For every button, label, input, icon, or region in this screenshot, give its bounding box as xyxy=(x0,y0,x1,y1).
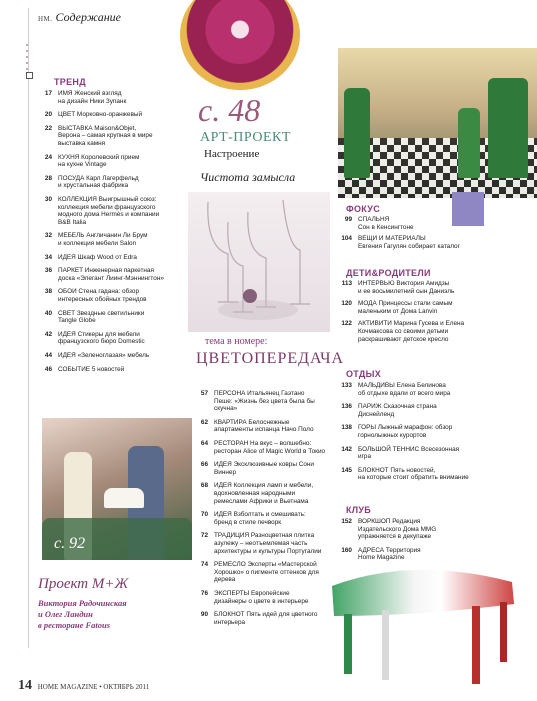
toc-page-number: 32 xyxy=(44,232,52,240)
toc-page-number: 22 xyxy=(44,124,52,132)
toc-page-number: 145 xyxy=(341,466,352,474)
toc-entry-text: ПОСУДА Карл Лагерфельд и хрустальная фабрика xyxy=(58,174,139,190)
toc-entry-text: СОБЫТИЕ 5 новостей xyxy=(58,365,125,373)
tricolor-table-photo xyxy=(322,546,522,696)
toc-page-number: 120 xyxy=(341,300,352,308)
toc-page-number: 122 xyxy=(341,320,352,328)
toc-page-number: 138 xyxy=(341,424,352,432)
toc-page-number: 34 xyxy=(44,253,52,261)
footer-text: HOME MAGAZINE • ОКТЯБРЬ 2011 xyxy=(37,683,150,691)
toc-entry-text: ЭКСПЕРТЫ Европейские дизайнеры о цвете в интерьере xyxy=(214,590,309,605)
toc-page-number: 17 xyxy=(44,90,52,97)
toc-entry-text: АДРЕСА Территория Home Magazine xyxy=(358,546,421,562)
toc-entry-text: ГОРЫ Лыжный марафон: обзор горнолыжных курортов xyxy=(358,424,453,439)
restaurant-hall-photo xyxy=(338,48,537,198)
photo-title: Проект М+Ж xyxy=(38,576,129,592)
toc-entry-text: МОДА Принцессы стали самым маленьким от Дома Lanvin xyxy=(358,300,453,315)
toc-page-number: 160 xyxy=(341,546,352,554)
glassware-photo xyxy=(188,192,330,332)
toc-entry-text: ИДЕЯ Стикеры для мебели французского бюро Domestic xyxy=(58,330,145,346)
toc-page-number: 36 xyxy=(44,267,52,275)
toc-page-number: 133 xyxy=(341,382,352,389)
toc-page-number: 76 xyxy=(200,590,208,597)
feature-sub: Настроение xyxy=(204,148,260,160)
toc-page-number: 142 xyxy=(341,445,352,453)
decorative-dots xyxy=(24,40,30,74)
toc-entry-text: РЕСТОРАН На вкус – волшебно: ресторан Alice of Magic World в Токио xyxy=(214,440,326,455)
section-heading-club: КЛУБ xyxy=(346,505,372,515)
toc-entry-text: ИДЕЯ Шкаф Wood от Edra xyxy=(58,253,137,261)
toc-page-number: 136 xyxy=(341,403,352,411)
toc-page-number: 64 xyxy=(200,440,208,447)
feature-page-ref: с. 48 xyxy=(198,92,261,128)
toc-page-number: 28 xyxy=(44,174,52,182)
page-number: 14 xyxy=(18,678,32,693)
feature-kicker: АРТ-ПРОЕКТ xyxy=(200,130,291,145)
toc-entry-text: ВЫСТАВКА Maison&Objet, Верона – самая крупная в мире выставка камня xyxy=(58,124,153,147)
toc-entry-text: ОБОИ Стена гадана: обзор интересных обойных трендов xyxy=(58,288,147,303)
purple-swatch xyxy=(452,192,484,226)
toc-page-number: 74 xyxy=(200,561,208,569)
toc-entry-text: ВОРКШОП Редакция Издательского Дома MMG упражняется в декупаже xyxy=(358,518,437,541)
toc-entry-text: ИДЕЯ Эксклюзивные ковры Сони Виннер xyxy=(214,461,314,476)
section-heading-kids: ДЕТИ&РОДИТЕЛИ xyxy=(346,268,431,278)
toc-page-number: 68 xyxy=(200,482,208,490)
toc-page-number: 44 xyxy=(44,352,52,359)
toc-entry-text: БЛОКНОТ Пять новостей, на которые стоит обратить внимание xyxy=(358,466,469,482)
toc-entry-text: БЛОКНОТ Пять идей для цветного интерьера xyxy=(214,611,318,626)
toc-entry-text: ПАРИЖ Сказочная страна Диснейленд xyxy=(358,403,437,418)
toc-page-number: 152 xyxy=(341,518,352,525)
toc-page-number: 72 xyxy=(200,532,208,540)
toc-page-number: 20 xyxy=(44,111,52,119)
toc-entry-text: АКТИВИТИ Марина Гусева и Елена Кочмаксова со своими детьми раскрашивают детское кресло xyxy=(358,320,465,343)
toc-entry-text: ИДЕЯ «Зеленоглазая» мебель xyxy=(58,352,150,359)
toc-page-number: 62 xyxy=(200,418,208,426)
toc-page-number: 24 xyxy=(44,153,52,161)
toc-entry-text: ТРАДИЦИЯ Разноцветная плитка азулежу – неотъемлемая часть архитектуры и культуры Португалии xyxy=(214,532,322,555)
toc-entry-text: ИДЕЯ Взболтать и смешивать: бренд в стиле печворк xyxy=(214,511,306,526)
toc-entry-text: КОЛЛЕКЦИЯ Выигрышный союз: коллекция мебели французского модного дома Hermès и компании B&B Italia xyxy=(58,196,160,226)
toc-entry-text: СПАЛЬНЯ Сон в Кенсингтоне xyxy=(358,216,414,231)
header-title: Содержание xyxy=(55,10,121,24)
toc-page-number: 104 xyxy=(341,235,352,243)
toc-page-number: 42 xyxy=(44,330,52,338)
theme-title: ЦВЕТОПЕРЕДАЧА xyxy=(196,350,345,367)
section-heading-rest: ОТДЫХ xyxy=(346,369,381,379)
toc-page-number: 113 xyxy=(341,280,352,287)
toc-entry-text: ПЕРСОНА Итальянец Гаэтано Пеше: «Жизнь без цвета была бы скучна» xyxy=(214,390,315,413)
toc-entry-text: КУХНЯ Королевский прием на кухне Vintage xyxy=(58,153,140,169)
feature-title: Чистота замысла xyxy=(200,170,296,184)
toc-page-number: 40 xyxy=(44,309,52,317)
toc-entry-text: РЕМЕСЛО Эксперты «Мастерской Хорошко» о пигменте оттенков для дерева xyxy=(214,561,319,584)
toc-entry-text: ВЕЩИ И МАТЕРИАЛЫ Евгения Гагулян собирает каталог xyxy=(358,235,460,250)
toc-page-number: 46 xyxy=(44,365,52,373)
toc-entry-text: ИМЯ Женский взгляд на дизайн Ники Зупанк xyxy=(58,90,127,105)
toc-entry-text: ЦВЕТ Морковно-оранжевый xyxy=(58,111,143,119)
toc-entry-text: ИНТЕРВЬЮ Виктория Амидзы и ее восьмилетний сын Даниэль xyxy=(358,280,455,295)
toc-page-number: 66 xyxy=(200,461,208,469)
toc-entry-text: ИДЕЯ Коллекция ламп и мебели, вдохновленная народными ремеслами Африки и Вьетнама xyxy=(214,482,314,505)
color-disc-image xyxy=(180,0,300,90)
toc-page-number: 57 xyxy=(200,390,208,397)
toc-entry-text: ПАРКЕТ Инженерная паркетная доска «Элегант Лиинг-Мэннингтон» xyxy=(58,267,164,282)
toc-page-number: 90 xyxy=(200,611,208,619)
theme-kicker: тема в номере: xyxy=(205,336,268,347)
margin-rule xyxy=(28,8,29,648)
section-heading-focus: ФОКУС xyxy=(346,204,380,214)
toc-page-number: 30 xyxy=(44,196,52,203)
toc-entry-text: БОЛЬШОЙ ТЕННИС Всесезонная игра xyxy=(358,445,460,461)
section-marker xyxy=(26,72,33,79)
page-header xyxy=(38,10,121,25)
section-heading-trend: ТРЕНД xyxy=(54,77,86,87)
header-prefix: HM. xyxy=(38,15,53,23)
photo-caption: Виктория Радочинская и Олег Ландин в ресторане Fatous xyxy=(38,598,127,630)
photo-page-ref: с. 92 xyxy=(54,535,86,552)
toc-page-number: 70 xyxy=(200,511,208,519)
toc-entry-text: КВАРТИРА Белоснежные апартаменты испанца Начо Поло xyxy=(214,418,314,434)
toc-entry-text: МАЛЬДИВЫ Елена Белинова об отдыхе вдали от всего мира xyxy=(358,382,451,397)
toc-page-number: 99 xyxy=(344,216,352,223)
toc-page-number: 38 xyxy=(44,288,52,296)
toc-entry-text: МЕБЕЛЬ Англичанин Ли Брум и коллекция мебели Salon xyxy=(58,232,148,247)
toc-entry-text: СВЕТ Звездные светильники Tangle Globe xyxy=(58,309,145,325)
page-footer xyxy=(18,678,149,694)
